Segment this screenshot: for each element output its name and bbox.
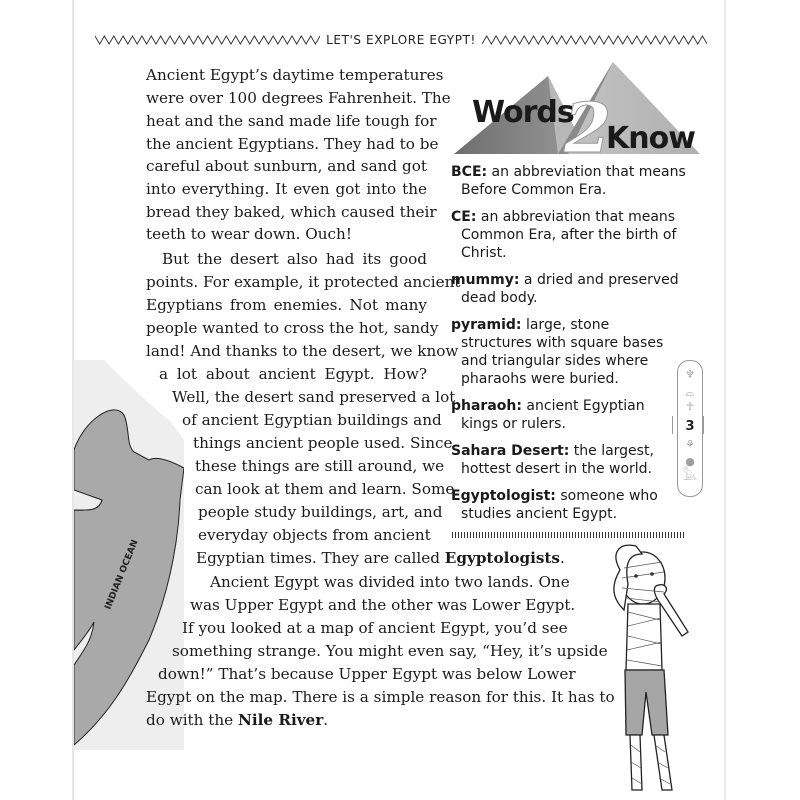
glossary-entry (451, 271, 691, 307)
cartouche-tick-right (703, 416, 710, 434)
body-line: were over 100 degrees Fahrenheit. The (146, 89, 451, 107)
glossary-term: CE: (451, 209, 477, 225)
hieroglyph-ankh-icon: ☥ (685, 400, 695, 413)
glossary-definition: the largest, (569, 443, 654, 459)
body-line: something strange. You might even say, “Hey, it’s upside (172, 642, 608, 660)
body-line (146, 709, 328, 732)
body-line: down!” That’s because Upper Egypt was below Lower (158, 665, 576, 683)
body-line: of ancient Egyptian buildings and (182, 411, 442, 429)
glossary-entry (451, 397, 691, 433)
glossary-entry (451, 442, 691, 478)
body-line: into everything. It even got into the (146, 180, 427, 198)
body-line: things ancient people used. Since (193, 434, 453, 452)
zigzag-ornament-left (95, 35, 320, 45)
glossary-term: pyramid: (451, 317, 522, 333)
glossary-entry (451, 208, 691, 262)
glossary-entry (451, 487, 691, 523)
bold-term-egyptologists: Egyptologists (444, 549, 560, 567)
logo-word-words: Words (472, 95, 574, 130)
mummy-illustration (598, 540, 708, 795)
body-line: land! And thanks to the desert, we know (146, 342, 459, 360)
glossary-definition: Christ. (461, 245, 507, 261)
body-line: the ancient Egyptians. They had to be (146, 135, 439, 153)
hieroglyph-boat-icon: ⌓ (685, 386, 695, 399)
page-edge-right (724, 0, 726, 800)
glossary-definition: ancient Egyptian (521, 398, 645, 414)
hieroglyph-plant-icon: ⚘ (685, 438, 695, 451)
bold-term-nile-river: Nile River (237, 711, 324, 729)
body-line: everyday objects from ancient (198, 526, 431, 544)
hieroglyph-reed-icon: ♆ (685, 368, 695, 381)
glossary-term: Egyptologist: (451, 488, 556, 504)
body-line: Egypt on the map. There is a simple reason for this. It has to (146, 688, 615, 706)
glossary-definition: a dried and preserved (519, 272, 679, 288)
words-2-know-logo (448, 60, 708, 160)
body-text-span: Egyptian times. They are called (196, 549, 445, 567)
glossary-term: Sahara Desert: (451, 443, 570, 459)
body-line: people wanted to cross the hot, sandy (146, 319, 439, 337)
logo-numeral-2: 2 (564, 89, 612, 160)
body-line: bread they baked, which caused their (146, 203, 437, 221)
glossary-definition: large, stone (521, 317, 610, 333)
body-text-span: do with the (146, 711, 238, 729)
glossary-definition: and triangular sides where (461, 353, 649, 369)
logo-word-know: Know (606, 121, 695, 156)
running-header (95, 30, 707, 50)
mummy-shorts (625, 670, 668, 735)
glossary-definition: Common Era, after the birth of (461, 227, 677, 243)
glossary-entry (451, 316, 691, 388)
body-text-span: . (323, 711, 329, 729)
glossary-definition: dead body. (461, 290, 538, 306)
page-number: 3 (685, 419, 695, 434)
body-line: points. For example, it protected ancient (146, 273, 461, 291)
body-line: Egyptians from enemies. Not many (146, 296, 427, 314)
body-line: careful about sunburn, and sand got (146, 157, 427, 175)
glossary-definition: pharaohs were buried. (461, 371, 619, 387)
glossary-definition: studies ancient Egypt. (461, 506, 618, 522)
body-line: a lot about ancient Egypt. How? (159, 365, 427, 383)
body-line: people study buildings, art, and (198, 503, 443, 521)
body-line: heat and the sand made life tough for (146, 112, 437, 130)
glossary-definition: an abbreviation that means (487, 164, 686, 180)
glossary-list (451, 163, 691, 532)
glossary-definition: kings or rulers. (461, 416, 566, 432)
glossary-divider (452, 532, 684, 538)
cartouche-tick-left (672, 416, 679, 434)
glossary-definition: an abbreviation that means (476, 209, 676, 225)
body-line (196, 547, 565, 570)
hieroglyph-bird-icon: 𓅓 (682, 469, 698, 484)
glossary-definition: hottest desert in the world. (461, 461, 653, 477)
body-line: these things are still around, we (195, 457, 445, 475)
glossary-entry (451, 163, 691, 199)
glossary-term: BCE: (451, 164, 488, 180)
glossary-definition: Before Common Era. (461, 182, 607, 198)
body-line: was Upper Egypt and the other was Lower Egypt. (190, 596, 576, 614)
glossary-definition: someone who (555, 488, 658, 504)
body-line: Ancient Egypt was divided into two lands. One (210, 573, 570, 591)
body-line: Well, the desert sand preserved a lot (172, 388, 456, 406)
body-text-span: . (560, 549, 565, 567)
body-line: can look at them and learn. Some (195, 480, 455, 498)
body-line: If you looked at a map of ancient Egypt, you’d see (182, 619, 568, 637)
glossary-definition: structures with square bases (461, 335, 664, 351)
hieroglyph-sun-icon: ● (685, 455, 695, 468)
header-title: LET'S EXPLORE EGYPT! (326, 33, 476, 47)
mummy-leg-right (654, 735, 672, 790)
zigzag-ornament-right (482, 35, 707, 45)
body-line: Ancient Egypt’s daytime temperatures (146, 66, 444, 84)
glossary-term: pharaoh: (451, 398, 522, 414)
map-label: INDIAN OCEAN (103, 538, 141, 612)
body-line: teeth to wear down. Ouch! (146, 225, 352, 243)
body-line: But the desert also had its good (162, 250, 427, 268)
page-number-cartouche (677, 360, 703, 497)
glossary-term: mummy: (451, 272, 520, 288)
